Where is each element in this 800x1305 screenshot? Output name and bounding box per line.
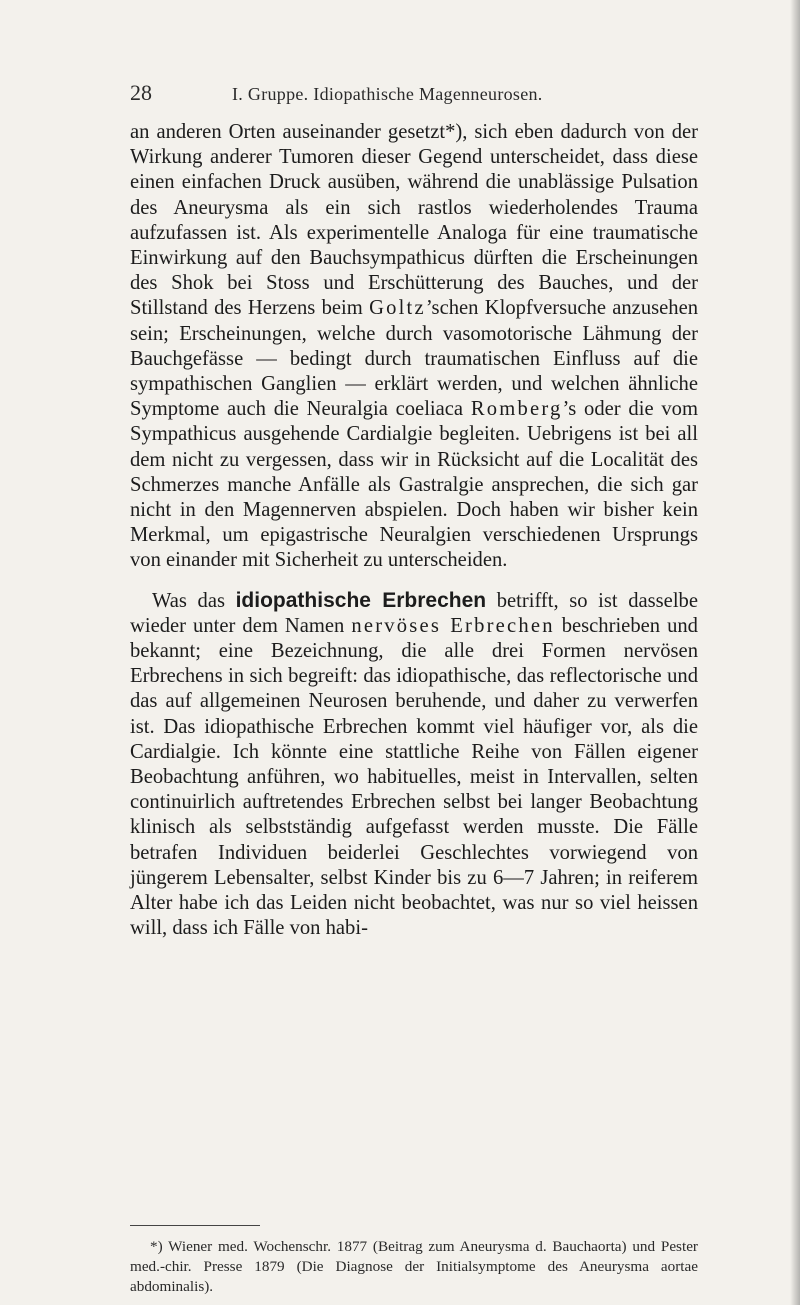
name-romberg: Romberg: [470, 398, 563, 421]
paragraph-2-text-b: beschrieben und bekannt; eine Bezeichnung, die alle drei Formen nervösen Erbrechens in sich begreift: das idiopathische, das reflectorische und das auf allgemeinen Neurosen beruhende, und daher zu verwerfen ist. Das idiopathische Erbrechen kommt viel häufiger vor, als die Cardialgie. Ich könnte eine stattliche Reihe von Fällen eigener Beobachtung anführen, wo habituelles, meist in Intervallen, selten continuirlich auftretendes Erbrechen selbst bei langer Beobachtung klinisch als selbstständig aufgefasst werden musste. Die Fälle betrafen Individuen beiderlei Geschlechtes vorwiegend von jüngerem Lebensalter, selbst Kinder bis zu 6—7 Jahren; in reiferem Alter habe ich das Leiden nicht beobachtet, was nur so viel heissen will, dass ich Fälle von habi-: [130, 614, 698, 940]
paragraph-1-text-a: an anderen Orten auseinander gesetzt*), sich eben dadurch von der Wirkung anderer Tumoren dieser Gegend unterscheidet, dass diese einen einfachen Druck ausüben, während die unablässige Pulsation des Aneurysma als ein sich rastlos wiederholendes Trauma aufzufassen ist. Als experimentelle Analoga für eine traumatische Einwirkung auf den Bauchsympathicus dürften die Erscheinungen des Shok bei Stoss und Erschütterung des Bauches, und der Stillstand des Herzens beim: [130, 121, 698, 320]
name-goltz: Goltz: [369, 297, 426, 320]
footnote: *) Wiener med. Wochenschr. 1877 (Beitrag zum Aneurysma d. Bauchaorta) und Pester med.-chir. Presse 1879 (Die Diagnose der Initialsymptome des Aneurysma aortae abdominalis).: [130, 1238, 698, 1295]
footnote-divider: [130, 1225, 260, 1226]
page-number: 28: [130, 80, 152, 105]
paragraph-2: [130, 588, 698, 942]
paragraph-1-text-c: ’s oder die vom Sympathicus ausgehende Cardialgie begleiten. Uebrigens ist bei all dem nicht zu vergessen, dass wir in Rücksicht auf die Localität des Schmerzes manche Anfälle als Gastralgie ansprechen, die sich gar nicht in den Magennerven abspielen. Doch haben wir bisher kein Merkmal, um epigastrische Neuralgien verschiedenen Ursprungs von einander mit Sicherheit zu unterscheiden.: [130, 398, 698, 572]
running-head: I. Gruppe. Idiopathische Magenneurosen.: [232, 84, 543, 104]
term-nervoeses-erbrechen: nervöses Erbrechen: [351, 614, 555, 637]
paragraph-2-text-intro: Was das: [152, 589, 236, 612]
page-edge-shadow: [790, 0, 800, 1305]
body-text: [130, 120, 698, 942]
paragraph-1-text-b: ’schen Klopfversuche anzusehen sein; Erscheinungen, welche durch vasomotorische Lähmung der Bauchgefässe — bedingt durch traumatischen Einfluss auf die sympathischen Ganglien — erklärt werden, und welchen ähnliche Symptome auch die Neuralgia coeliaca: [130, 297, 699, 421]
paragraph-1: [130, 120, 698, 574]
section-heading-term: idiopathische Erbrechen: [235, 588, 487, 612]
paragraph-2-text-a: betrifft, so ist dasselbe wieder unter dem Namen: [130, 589, 698, 637]
